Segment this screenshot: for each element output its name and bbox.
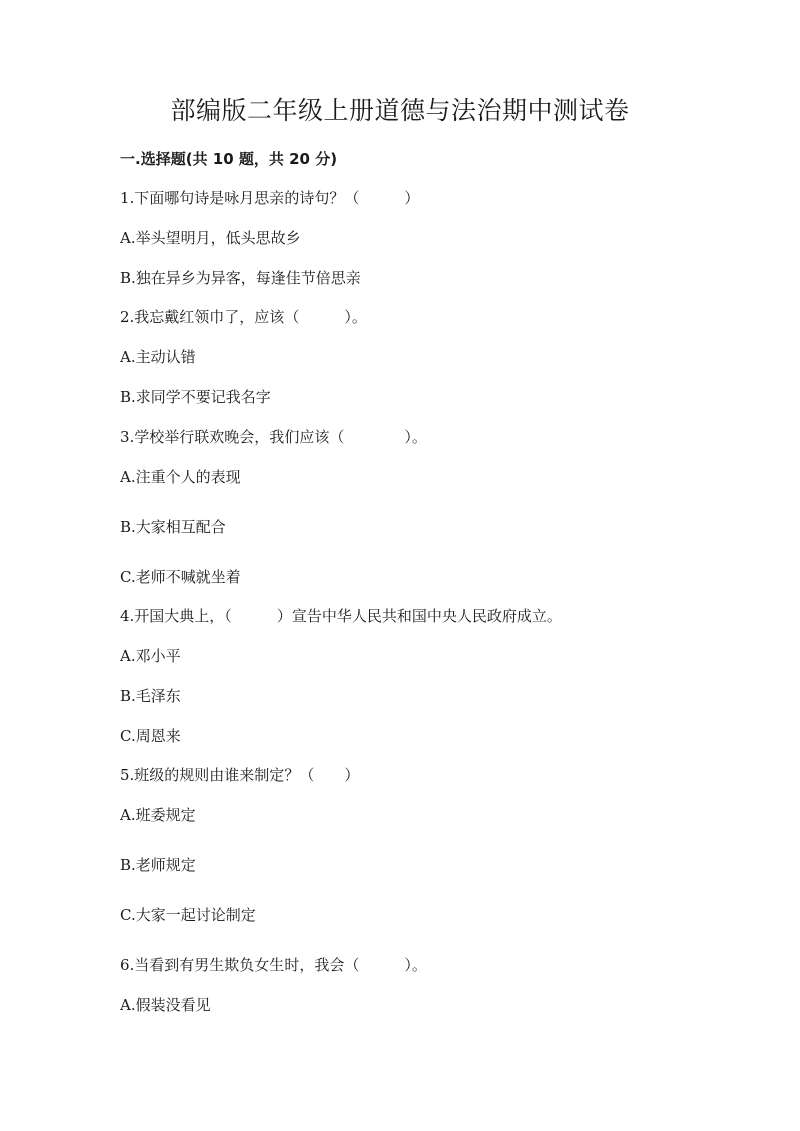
question-2-option-b: B.求同学不要记我名字: [120, 388, 271, 406]
question-2-option-a: A.主动认错: [120, 348, 196, 366]
question-6-stem: 6.当看到有男生欺负女生时，我会（ ）。: [120, 956, 427, 974]
section-heading: 一.选择题(共 10 题，共 20 分): [120, 150, 338, 168]
question-4-option-a: A.邓小平: [120, 647, 181, 665]
question-1-stem: 1.下面哪句诗是咏月思亲的诗句？（ ）: [120, 189, 420, 207]
question-1-option-b: B.独在异乡为异客，每逢佳节倍思亲: [120, 269, 361, 287]
question-6-option-a: A.假装没看见: [120, 996, 211, 1014]
question-3-option-b: B.大家相互配合: [120, 518, 226, 536]
question-3-option-a: A.注重个人的表现: [120, 468, 241, 486]
question-4-option-c: C.周恩来: [120, 727, 181, 745]
question-5-option-a: A.班委规定: [120, 806, 196, 824]
question-5-option-c: C.大家一起讨论制定: [120, 906, 256, 924]
question-4-stem: 4.开国大典上，（ ）宣告中华人民共和国中央人民政府成立。: [120, 607, 562, 625]
page-title: 部编版二年级上册道德与法治期中测试卷: [170, 96, 630, 125]
question-1-option-a: A.举头望明月，低头思故乡: [120, 229, 301, 247]
question-2-stem: 2.我忘戴红领巾了，应该（ ）。: [120, 308, 367, 326]
question-5-stem: 5.班级的规则由谁来制定？（ ）: [120, 766, 360, 784]
question-4-option-b: B.毛泽东: [120, 687, 181, 705]
question-5-option-b: B.老师规定: [120, 856, 196, 874]
question-3-stem: 3.学校举行联欢晚会，我们应该（ ）。: [120, 428, 427, 446]
question-3-option-c: C.老师不喊就坐着: [120, 568, 241, 586]
